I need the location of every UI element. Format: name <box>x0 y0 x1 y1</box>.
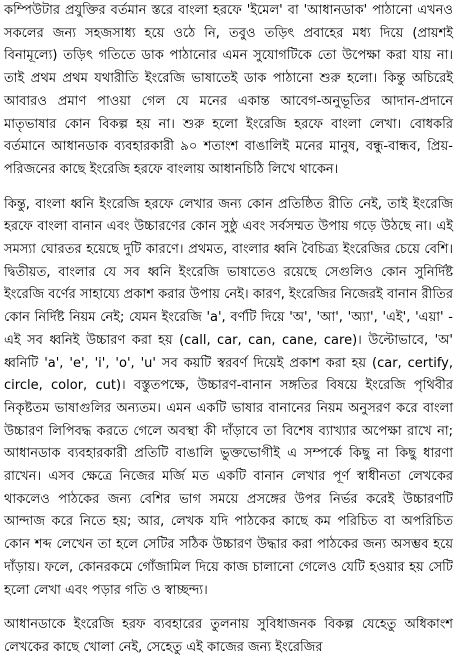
paragraph-intro: কম্পিউটার প্রযুক্তির বর্তমান স্তরে বাংলা হরফে 'ইমেল' বা 'আধানডাক' পাঠানো এখনও সকলের জন্য সহজসাধ্য হয়ে ওঠে নি, তবুও তড়িৎ প্রবাহের মধ্য দিয়ে (প্রায়শই বিনামূল্যে) তড়িৎ গতিতে ডাক পাঠানোর এমন সুযোগটিকে তো উপেক্ষা করা যায় না। তাই প্রথম প্রথম যথারীতি ইংরেজি ভাষাতেই ডাক পাঠানো শুরু হলো। কিন্তু অচিরেই আবারও প্রমাণ পাওয়া গেল যে মনের একান্ত আবেগ-অনুভূতির আদান-প্রদানে মাতৃভাষার কোন বিকল্প হয় না। শুরু হলো ইংরেজি হরফে বাংলা লেখা। বোধকরি বর্তমানে আধানডাক ব্যবহারকারী ৯০ শতাংশ বাঙালিই মনের মানুষ, বন্ধু-বান্ধব, প্রিয়-পরিজনের কাছে ইংরেজি হরফে বাংলায় আধানচিঠি লিখে থাকেন। <box>4 3 453 177</box>
paragraph-gap <box>4 182 453 194</box>
paragraph-gap <box>4 602 453 614</box>
paragraph-problem: কিন্তু, বাংলা ধ্বনি ইংরেজি হরফে লেখার জন্য কোন প্রতিষ্ঠিত রীতি নেই, তাই ইংরেজি হরফে বাংলা বানান এবং উচ্চারণের কোন সুষ্ঠু এবং সর্বসম্মত উপায় গড়ে উঠছে না। এই সমস্যা ঘোরতর হয়েছে দুটি কারণে। প্রথমত, বাংলার ধ্বনি বৈচিত্র্য ইংরেজির চেয়ে বেশি। দ্বিতীয়ত, বাংলার যে সব ধ্বনি ইংরেজি ভাষাতেও রয়েছে সেগুলিও কোন সুনির্দিষ্ট ইংরেজি বর্ণের সাহায্যে প্রকাশ করার উপায় নেই। কারণ, ইংরেজির নিজেরই বানান রীতির কোন নির্দিষ্ট নিয়ম নেই; যেমন ইংরেজি 'a', বর্ণটি দিয়ে 'অ', 'আ', 'অ্যা', 'এই', 'এয়া' - এই সব ধ্বনিই উচ্চারণ করা হয় (call, car, can, cane, care)। উল্টোভাবে, 'অ' ধ্বনিটি 'a', 'e', 'i', 'o', 'u' সব কয়টি স্বরবর্ণ দিয়েই প্রকাশ করা হয় (car, certify, circle, color, cut)। বস্তুতপক্ষে, উচ্চারণ-বানান সঙ্গতির বিষয়ে ইংরেজি পৃথিবীর নিকৃষ্টতম ভাষাগুলির অন্যতম। এমন একটি ভাষার বানানের নিয়ম অনুসরণ করে বাংলা উচ্চারণ লিপিবদ্ধ করতে গেলে অবস্থা কী দাঁড়াবে তা বিশেষ ব্যাখ্যার অপেক্ষা রাখে না; আধানডাক ব্যবহারকারী প্রতিটি বাঙালি ভুক্তভোগীই এ সম্পর্কে কিছু না কিছু ধারণা রাখেন। এসব ক্ষেত্রে নিজের মর্জি মত একটি বানান লেখার পূর্ণ স্বাধীনতা লেখকের থাকলেও পাঠকের জন্য বেশির ভাগ সময়ে প্রসঙ্গের উপর নির্ভর করেই উচ্চারণটি আন্দাজ করে নিতে হয়; আর, লেখক যদি পাঠকের কাছে কম পরিচিত বা অপরিচিত কোন শব্দ লেখেন তা হলে সেটির সঠিক উচ্চারণ উদ্ধার করা পাঠকের জন্য অসম্ভব হয়ে দাঁড়ায়। ফলে, কোনরকমে গোঁজামিল দিয়ে কাজ চালানো গেলেও যেটি হওয়ার হয় সেটি হলো লেখা এবং পড়ার গতি ও স্বাচ্ছন্দ্য। <box>4 196 453 598</box>
paragraph-alternative: আধানডাকে ইংরেজি হরফ ব্যবহারের তুলনায় সুবিধাজনক বিকল্প যেহেতু অধিকাংশ লেখকের কাছে খোলা নেই, সেহেতু এই কাজের জন্য ইংরেজির <box>4 617 453 655</box>
